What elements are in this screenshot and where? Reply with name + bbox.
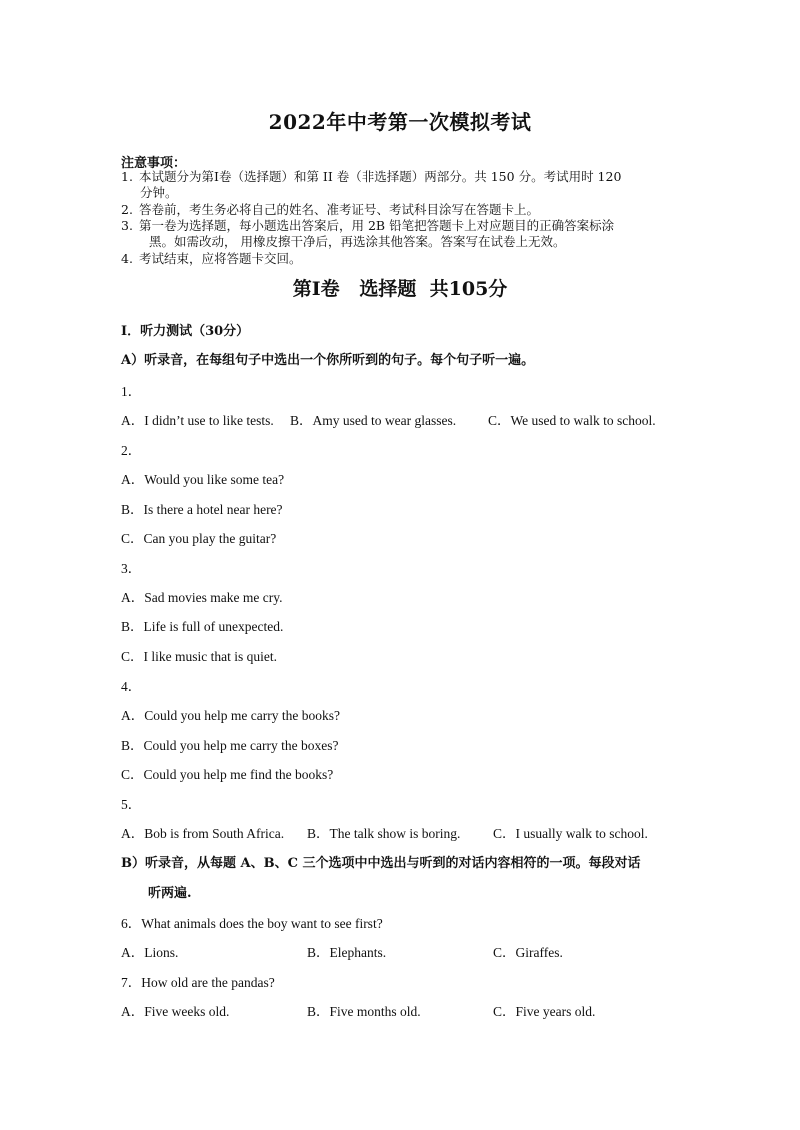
- question-7-option-c: C．Five years old.: [493, 1004, 596, 1019]
- question-2-option-c: C．Can you play the guitar?: [121, 531, 277, 546]
- part-listening-heading: Ⅰ．听力测试（30分）: [121, 324, 250, 339]
- notice-item-number: 3.: [121, 218, 133, 233]
- notice-item-number: 1.: [121, 169, 133, 184]
- notice-item-text: 本试题分为第Ⅰ卷（选择题）和第 II 卷（非选择题）两部分。共 150 分。考试用时 120: [139, 169, 622, 184]
- notice-item-text: 答卷前，考生务必将自己的姓名、准考证号、考试科目涂写在答题卡上。: [139, 202, 540, 217]
- question-6-stem: 6．What animals does the boy want to see first?: [121, 916, 383, 931]
- part-b-instruction: B）听录音，从每题 A、B、C 三个选项中中选出与听到的对话内容相符的一项。每段对话: [121, 856, 641, 871]
- question-6-option-a: A．Lions.: [121, 945, 179, 960]
- question-1-option-a: A．I didn’t use to like tests.: [121, 413, 274, 428]
- question-4-option-c: C．Could you help me find the books?: [121, 767, 334, 782]
- question-3-option-c: C．I like music that is quiet.: [121, 649, 277, 664]
- notice-item-3: [121, 217, 614, 234]
- question-2-number: 2．: [121, 443, 142, 458]
- question-7-option-b: B．Five months old.: [307, 1004, 421, 1019]
- question-3-option-b: B．Life is full of unexpected.: [121, 619, 284, 634]
- notice-item-3-continuation: 黑。如需改动， 用橡皮擦干净后，再选涂其他答案。答案写在试卷上无效。: [149, 234, 566, 249]
- notice-item-4: [121, 250, 302, 267]
- part-a-instruction: A）听录音，在每组句子中选出一个你所听到的句子。每个句子听一遍。: [121, 353, 535, 368]
- question-5-option-c: C．I usually walk to school.: [493, 826, 648, 841]
- question-7-stem: 7．How old are the pandas?: [121, 975, 275, 990]
- question-2-option-b: B．Is there a hotel near here?: [121, 502, 283, 517]
- notice-item-text: 考试结束，应将答题卡交回。: [139, 251, 302, 266]
- notice-item-2: [121, 201, 539, 218]
- notice-heading: 注意事项：: [121, 156, 187, 171]
- question-2-option-a: A．Would you like some tea?: [121, 472, 285, 487]
- notice-item-1: [121, 168, 621, 185]
- part-b-instruction-continuation: 听两遍.: [148, 886, 192, 901]
- question-3-number: 3．: [121, 561, 142, 576]
- question-5-option-b: B．The talk show is boring.: [307, 826, 461, 841]
- question-4-number: 4．: [121, 679, 142, 694]
- question-6-option-b: B．Elephants.: [307, 945, 387, 960]
- notice-item-text: 第一卷为选择题，每小题选出答案后，用 2B 铅笔把答题卡上对应题目的正确答案标涂: [139, 218, 615, 233]
- question-4-option-b: B．Could you help me carry the boxes?: [121, 738, 339, 753]
- question-5-number: 5．: [121, 797, 142, 812]
- question-6-option-c: C．Giraffes.: [493, 945, 563, 960]
- question-1-option-c: C．We used to walk to school.: [488, 413, 656, 428]
- question-5-option-a: A．Bob is from South Africa.: [121, 826, 285, 841]
- question-4-option-a: A．Could you help me carry the books?: [121, 708, 340, 723]
- notice-item-1-continuation: 分钟。: [140, 185, 178, 200]
- notice-item-number: 4.: [121, 251, 133, 266]
- question-7-option-a: A．Five weeks old.: [121, 1004, 230, 1019]
- question-3-option-a: A．Sad movies make me cry.: [121, 590, 283, 605]
- page-title: 2022年中考第一次模拟考试: [268, 110, 532, 134]
- section-title: 第Ⅰ卷 选择题 共105分: [292, 278, 508, 300]
- notice-item-number: 2.: [121, 202, 133, 217]
- question-1-number: 1．: [121, 384, 142, 399]
- question-1-option-b: B．Amy used to wear glasses.: [290, 413, 457, 428]
